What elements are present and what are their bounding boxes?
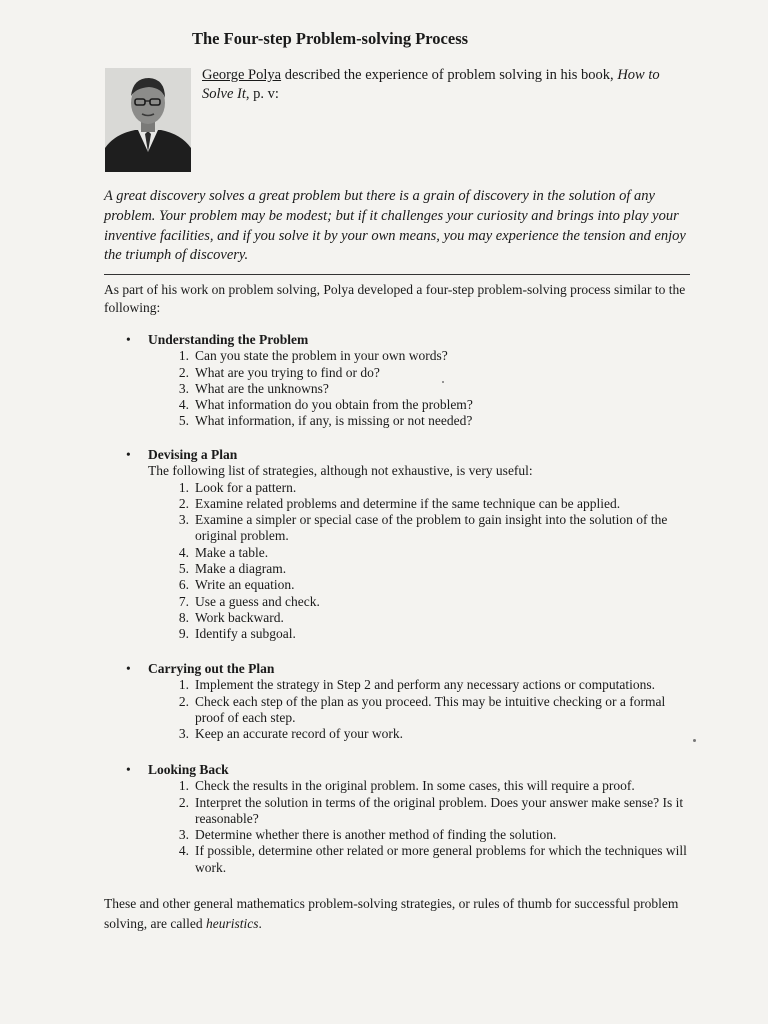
list-item: 3. Determine whether there is another method of finding the solution. (178, 827, 557, 843)
list-item: 3. Examine a simpler or special case of the problem to gain insight into the solution of the original problem. (178, 512, 668, 544)
horizontal-divider (104, 274, 690, 275)
list-item: 1. Check the results in the original problem. In some cases, this will require a proof. (178, 778, 635, 794)
list-item: 6. Write an equation. (178, 577, 295, 593)
list-item: 3. What are the unknowns? (178, 380, 329, 396)
closing-paragraph: These and other general mathematics problem-solving strategies, or rules of thumb for successful problem solving, are called heuristics. (104, 896, 679, 931)
george-polya-portrait (105, 68, 191, 172)
section-note: The following list of strategies, although not exhaustive, is very useful: (148, 463, 533, 479)
list-item: 4. What information do you obtain from the problem? (178, 397, 473, 413)
list-item: 2. Check each step of the plan as you proceed. This may be intuitive checking or a formal proof of each step. (178, 693, 666, 725)
list-item: 2. Interpret the solution in terms of the original problem. Does your answer make sense? Is it reasonable? (178, 794, 684, 826)
bullet-icon: • (126, 447, 131, 462)
question-list (104, 348, 704, 429)
section-heading: Carrying out the Plan (148, 661, 275, 676)
scan-speck (693, 739, 696, 742)
list-item: 1. Implement the strategy in Step 2 and perform any necessary actions or computations. (178, 677, 655, 693)
section-heading: Devising a Plan (148, 447, 238, 462)
intro-text-a: described the experience of problem solving in his book, (281, 67, 618, 83)
bullet-icon: • (126, 762, 131, 777)
portrait-photo (105, 68, 191, 172)
section-carrying-out (104, 661, 704, 742)
section-heading: Understanding the Problem (148, 332, 309, 347)
list-item: 5. What information, if any, is missing or not needed? (178, 413, 473, 429)
section-devising (104, 447, 704, 643)
review-list (104, 778, 704, 876)
list-item: 2. What are you trying to find or do? (178, 364, 380, 380)
list-item: 8. Work backward. (178, 609, 284, 625)
step-list (104, 677, 704, 742)
section-looking-back (104, 762, 704, 876)
list-item: 4. If possible, determine other related or more general problems for which the techniques will work. (178, 843, 687, 875)
page-title: The Four-step Problem-solving Process (192, 29, 469, 48)
intro-text-b: , p. v: (245, 86, 279, 102)
scan-speck (442, 381, 444, 383)
intro-paragraph (202, 66, 672, 104)
bullet-icon: • (126, 332, 131, 347)
george-polya-link[interactable]: George Polya (202, 67, 282, 83)
strategy-list (104, 480, 704, 643)
polya-quote: A great discovery solves a great problem but there is a grain of discovery in the solution of any problem. Your problem may be modest; but if it challenges your curiosity and brings into play your inventive facilities, and if you solve it by your own means, you may experience the tension and enjoy the triumph of discovery. (104, 188, 686, 264)
list-item: 4. Make a table. (178, 544, 269, 560)
lead-paragraph: As part of his work on problem solving, Polya developed a four-step problem-solving process similar to the following: (104, 282, 686, 315)
list-item: 9. Identify a subgoal. (178, 626, 296, 642)
list-item: 2. Examine related problems and determine if the same technique can be applied. (178, 495, 621, 511)
list-item: 5. Make a diagram. (178, 561, 287, 577)
list-item: 1. Look for a pattern. (178, 479, 297, 495)
book-title: How to Solve It (202, 67, 660, 102)
bullet-icon: • (126, 661, 131, 676)
list-item: 1. Can you state the problem in your own words? (178, 348, 448, 364)
section-heading: Looking Back (148, 762, 229, 777)
list-item: 7. Use a guess and check. (178, 593, 320, 609)
heuristics-term: heuristics (205, 915, 259, 931)
list-item: 3. Keep an accurate record of your work. (178, 726, 404, 742)
section-understanding (104, 332, 704, 430)
